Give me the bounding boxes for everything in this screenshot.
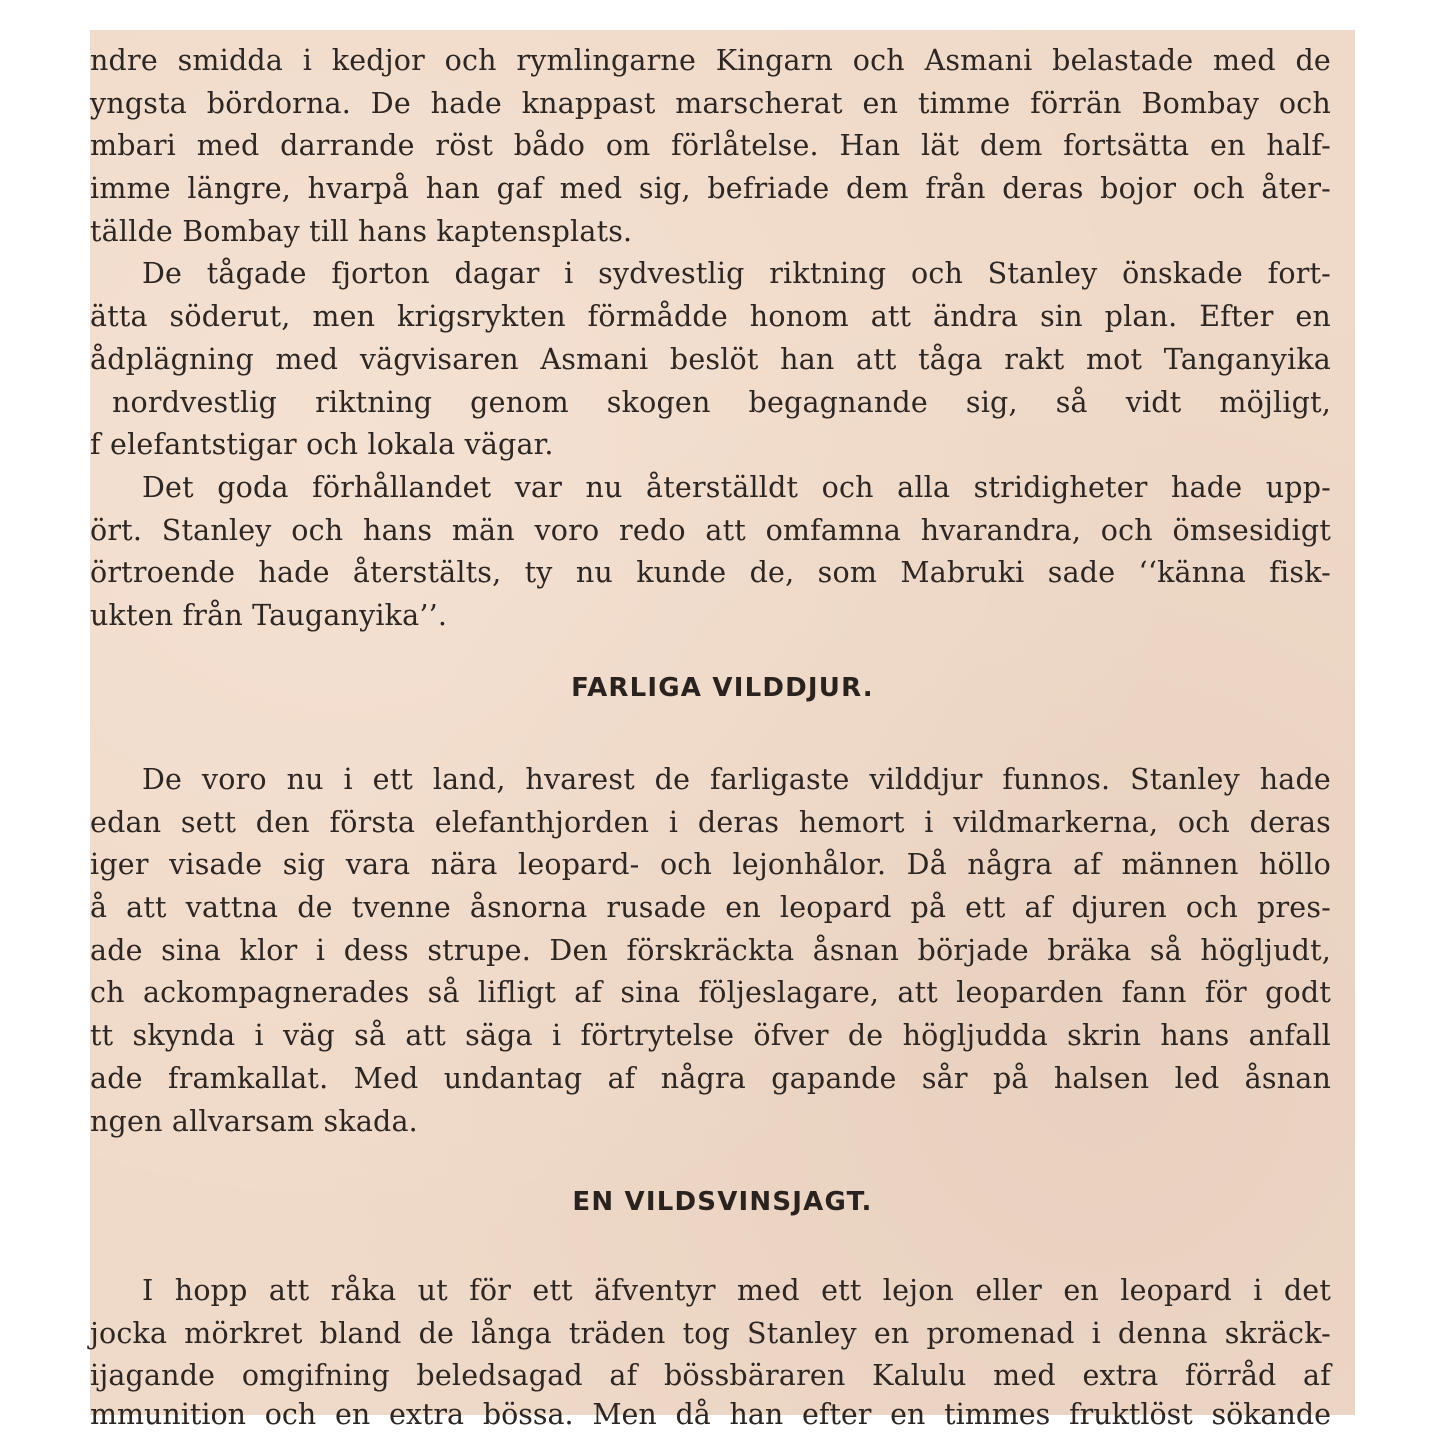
text-line: ade framkallat. Med undantag af några gapande sår på halsen led åsnan — [90, 1061, 1331, 1095]
text-line: imme längre, hvarpå han gaf med sig, befriade dem från deras bojor och åter- — [90, 172, 1331, 206]
book-page — [90, 30, 1355, 1431]
text-line: mmunition och en extra bössa. Men då han efter en timmes fruktlöst sökande — [90, 1398, 1331, 1431]
text-line: tällde Bombay till hans kaptensplats. — [90, 214, 633, 248]
text-line: nordvestlig riktning genom skogen begagnande sig, så vidt möjligt, — [112, 385, 1331, 419]
section-2-text — [90, 759, 1331, 1143]
text-line: I hopp att råka ut för ett äfventyr med ett lejon eller en leopard i det — [142, 1274, 1331, 1307]
section-3-text — [90, 1270, 1331, 1398]
cut-off-text-line — [90, 1398, 1331, 1431]
text-line: yngsta bördorna. De hade knappast marscherat en timme förrän Bombay och — [90, 86, 1331, 120]
text-line: ådplägning med vägvisaren Asmani beslöt han att tåga rakt mot Tanganyika — [90, 342, 1331, 376]
paragraph-3 — [90, 467, 1331, 638]
text-line: örtroende hade återstälts, ty nu kunde de, som Mabruki sade ‘‘känna fisk- — [90, 556, 1331, 590]
text-line: ijagande omgifning beledsagad af bössbäraren Kalulu med extra förråd af — [90, 1359, 1331, 1393]
paragraph-1 — [90, 40, 1331, 253]
text-line: ngen allvarsam skada. — [90, 1104, 418, 1138]
text-line: tt skynda i väg så att säga i förtrytelse öfver de högljudda skrin hans anfall — [90, 1019, 1331, 1053]
text-line: jocka mörkret bland de långa träden tog Stanley en promenad i denna skräck- — [90, 1316, 1331, 1350]
text-line: ätta söderut, men krigsrykten förmådde honom att ändra sin plan. Efter en — [90, 300, 1331, 334]
text-line: edan sett den första elefanthjorden i deras hemort i vildmarkerna, och deras — [90, 805, 1331, 839]
text-line: iger visade sig vara nära leopard- och lejonhålor. Då några af männen höllo — [90, 848, 1331, 882]
text-line: ört. Stanley och hans män voro redo att omfamna hvarandra, och ömsesidigt — [90, 513, 1331, 547]
section-1-text — [90, 40, 1331, 638]
text-line: ade sina klor i dess strupe. Den förskräckta åsnan började bräka så högljudt, — [90, 933, 1331, 967]
text-line: ch ackompagnerades så lifligt af sina följeslagare, att leoparden fann för godt — [90, 976, 1331, 1010]
text-line: De tågade fjorton dagar i sydvestlig riktning och Stanley önskade fort- — [142, 257, 1331, 291]
section-heading-farliga-vilddjur: FARLIGA VILDDJUR. — [571, 673, 874, 703]
text-line: Det goda förhållandet var nu återställdt och alla stridigheter hade upp- — [142, 470, 1331, 504]
text-line: mbari med darrande röst bådo om förlåtelse. Han lät dem fortsätta en half- — [90, 129, 1331, 163]
text-line: De voro nu i ett land, hvarest de farligaste vilddjur funnos. Stanley hade — [142, 763, 1331, 796]
text-line: å att vattna de tvenne åsnorna rusade en leopard på ett af djuren och pres- — [90, 891, 1331, 925]
paragraph-2 — [90, 253, 1331, 466]
text-line: ukten från Tauganyika’’. — [90, 598, 448, 632]
section-heading-en-vildsvinsjagt: EN VILDSVINSJAGT. — [572, 1187, 873, 1217]
text-line: ndre smidda i kedjor och rymlingarne Kingarn och Asmani belastade med de — [90, 44, 1331, 77]
text-line: f elefantstigar och lokala vägar. — [90, 428, 554, 462]
